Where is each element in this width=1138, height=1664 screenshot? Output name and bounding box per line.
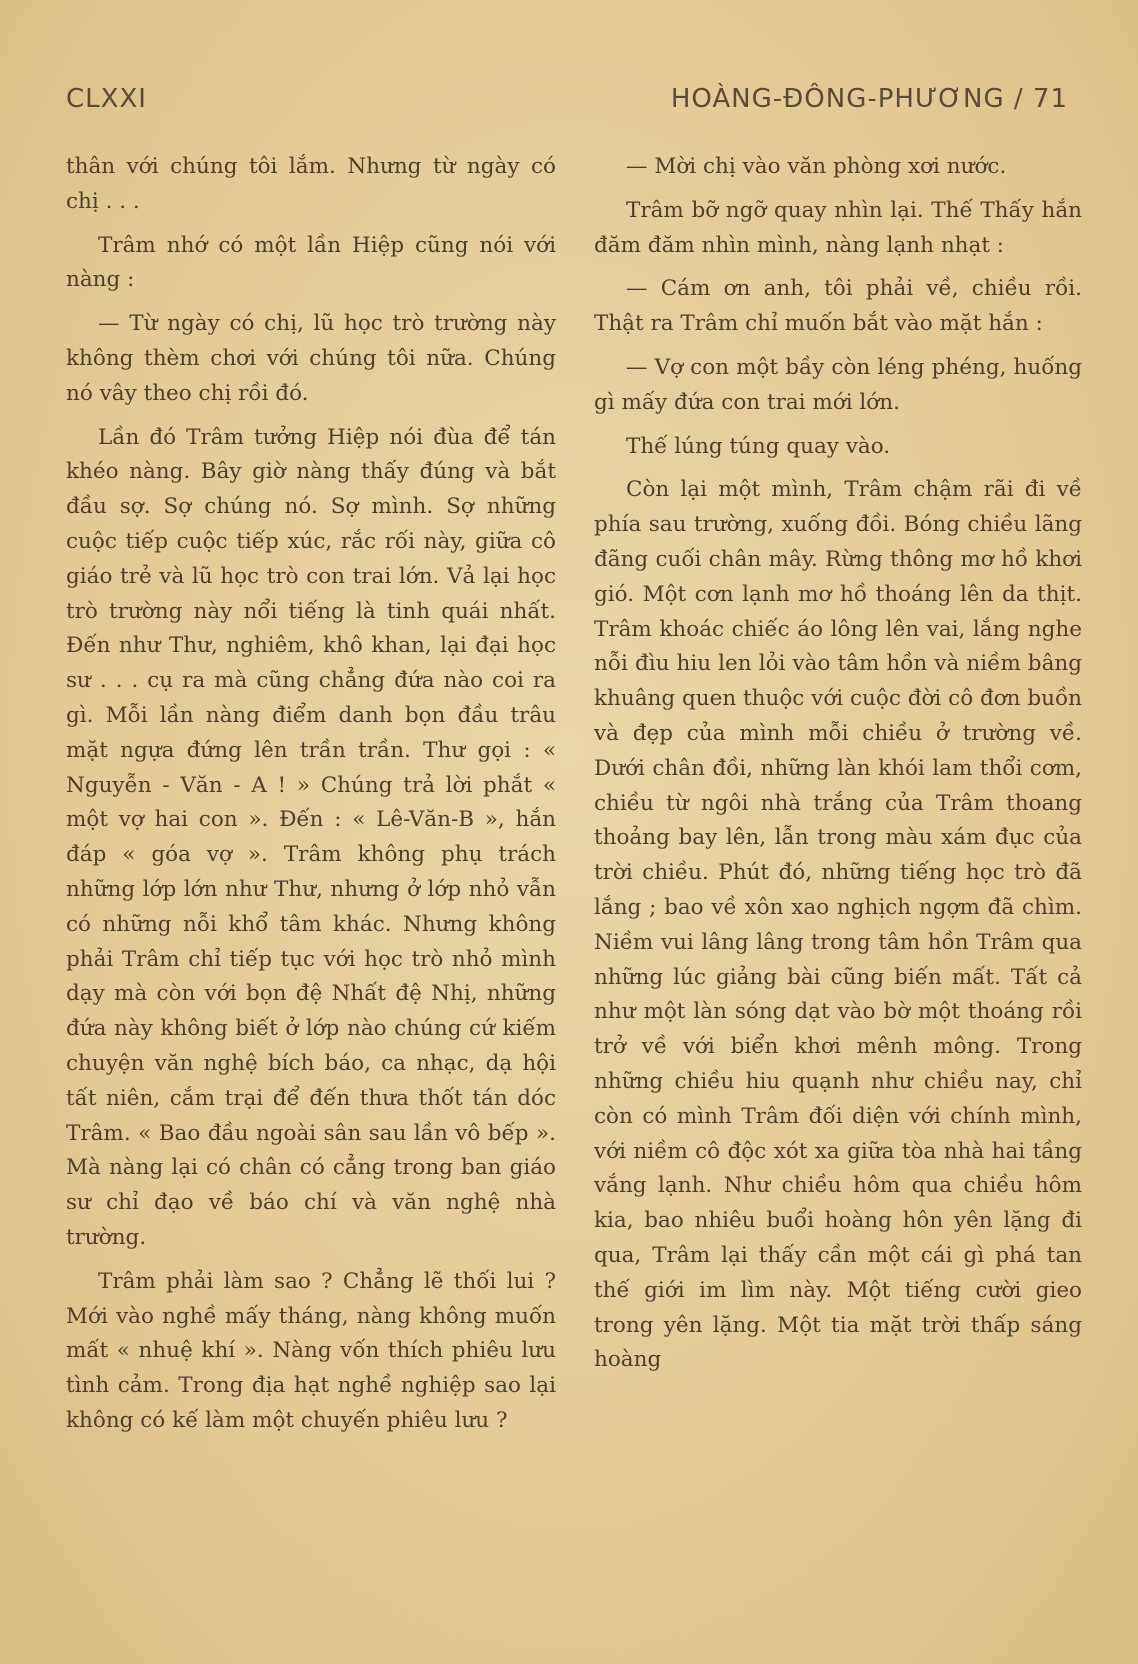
left-column [66,150,556,1448]
paragraph: Còn lại một mình, Trâm chậm rãi đi về phía sau trường, xuống đồi. Bóng chiều lãng đãng cuối chân mây. Rừng thông mơ hồ khơi gió. Một cơn lạnh mơ hồ thoáng lên da thịt. Trâm khoác chiếc áo lông lên vai, lắng nghe nỗi đìu hiu len lỏi vào tâm hồn và niềm bâng khuâng quen thuộc với cuộc đời cô đơn buồn và đẹp của mình mỗi chiều ở trường về. Dưới chân đồi, những làn khói lam thổi cơm, chiều từ ngôi nhà trắng của Trâm thoang thoảng bay lên, lẫn trong màu xám đục của trời chiều. Phút đó, những tiếng học trò đã lắng ; bao về xôn xao nghịch ngợm đã chìm. Niềm vui lâng lâng trong tâm hồn Trâm qua những lúc giảng bài cũng biến mất. Tất cả như một làn sóng dạt vào bờ một thoáng rồi trở về với biển khơi mênh mông. Trong những chiều hiu quạnh như chiều nay, chỉ còn có mình Trâm đối diện với chính mình, với niềm cô độc xót xa giữa tòa nhà hai tầng vắng lạnh. Như chiều hôm qua chiều hôm kia, bao nhiêu buổi hoàng hôn yên lặng đi qua, Trâm lại thấy cần một cái gì phá tan thế giới im lìm này. Một tiếng cười gieo trong yên lặng. Một tia mặt trời thấp sáng hoàng [594,477,1082,1373]
paragraph: Trâm nhớ có một lần Hiệp cũng nói với nàng : [66,232,556,293]
paragraph: Trâm phải làm sao ? Chẳng lẽ thối lui ? Mới vào nghề mấy tháng, nàng không muốn mất « nhuệ khí ». Nàng vốn thích phiêu lưu tình cảm. Trong địa hạt nghề nghiệp sao lại không có kế làm một chuyến phiêu lưu ? [66,1268,556,1433]
paragraph: Trâm bỡ ngỡ quay nhìn lại. Thế Thấy hắn đăm đăm nhìn mình, nàng lạnh nhạt : [594,197,1082,258]
paragraph: — Cám ơn anh, tôi phải về, chiều rồi. Thật ra Trâm chỉ muốn bắt vào mặt hắn : [594,276,1082,337]
author-and-page-number: HOÀNG-ĐÔNG-PHƯƠNG / 71 [670,84,1068,114]
chapter-numeral: CLXXI [66,84,147,114]
running-head [66,84,1068,124]
paragraph: — Vợ con một bầy còn léng phéng, huống gì mấy đứa con trai mới lớn. [594,354,1082,415]
right-column [594,150,1082,1387]
paragraph: — Mời chị vào văn phòng xơi nước. [626,154,1007,179]
paragraph: Thế lúng túng quay vào. [626,433,891,459]
paragraph: thân với chúng tôi lắm. Nhưng từ ngày có chị . . . [66,154,556,214]
paragraph: — Từ ngày có chị, lũ học trò trường này không thèm chơi với chúng tôi nữa. Chúng nó vây theo chị rồi đó. [66,311,556,406]
paragraph: Lần đó Trâm tưởng Hiệp nói đùa để tán khéo nàng. Bây giờ nàng thấy đúng và bắt đầu sợ. Sợ chúng nó. Sợ mình. Sợ những cuộc tiếp cuộc tiếp xúc, rắc rối này, giữa cô giáo trẻ và lũ học trò con trai lớn. Vả lại học trò trường này nổi tiếng là tinh quái nhất. Đến như Thư, nghiêm, khô khan, lại đại học sư . . . cụ ra mà cũng chẳng đứa nào coi ra gì. Mỗi lần nàng điểm danh bọn đầu trâu mặt ngựa đứng lên trần trần. Thư gọi : « Nguyễn - Văn - A ! » Chúng trả lời phắt « một vợ hai con ». Đến : « Lê-Văn-B », hắn đáp « góa vợ ». Trâm không phụ trách những lớp lớn như Thư, nhưng ở lớp nhỏ vẫn có những nỗi khổ tâm khác. Nhưng không phải Trâm chỉ tiếp tục với học trò nhỏ mình dạy mà còn với bọn đệ Nhất đệ Nhị, những đứa này không biết ở lớp nào chúng cứ kiếm chuyện văn nghệ bích báo, ca nhạc, dạ hội tất niên, cắm trại để đến thưa thốt tán dóc Trâm. « Bao đầu ngoài sân sau lần vô bếp ». Mà nàng lại có chân có cẳng trong ban giáo sư chỉ đạo về báo chí và văn nghệ nhà trường. [66,424,556,1250]
